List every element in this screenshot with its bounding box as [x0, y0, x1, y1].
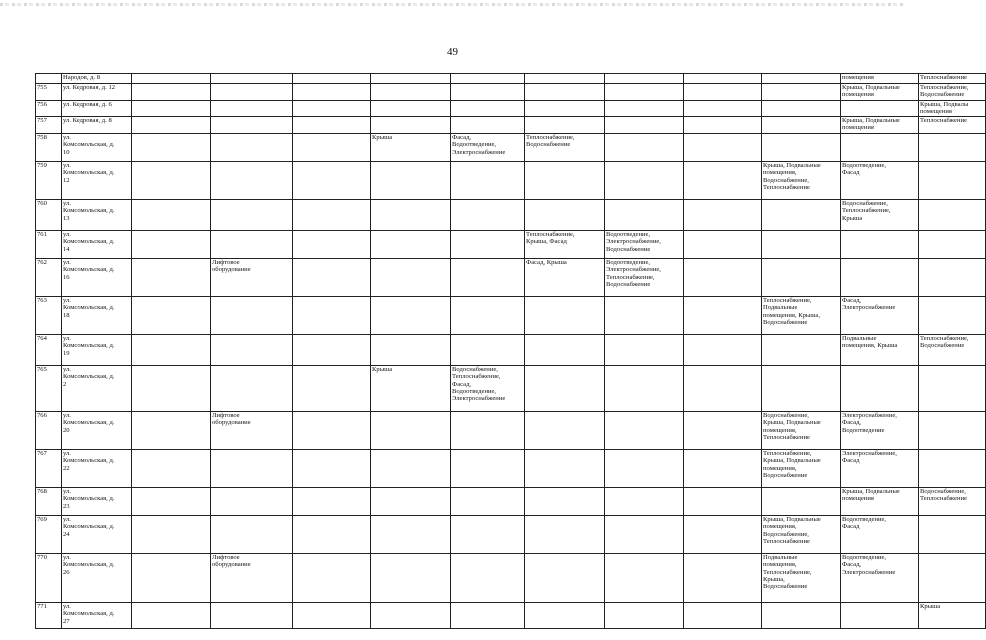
row-address: ул. Комсомольская, д. 19	[62, 334, 132, 365]
row-address: Народов, д. 8	[62, 74, 132, 84]
work-cell	[762, 230, 841, 258]
work-cell	[525, 116, 605, 133]
work-cell	[132, 161, 211, 199]
work-cell	[371, 411, 451, 449]
work-cell	[525, 365, 605, 411]
table-row	[36, 74, 986, 84]
table-row	[36, 411, 986, 449]
work-cell	[762, 602, 841, 628]
table-row	[36, 101, 986, 117]
work-cell	[132, 101, 211, 117]
work-cell	[605, 411, 684, 449]
work-cell	[211, 230, 293, 258]
work-cell	[132, 74, 211, 84]
work-cell	[211, 101, 293, 117]
work-cell	[762, 133, 841, 161]
work-cell	[293, 230, 371, 258]
work-cell	[211, 487, 293, 515]
work-cell	[211, 199, 293, 230]
work-cell	[605, 84, 684, 101]
repair-schedule-table	[35, 73, 986, 629]
work-cell	[451, 258, 525, 296]
row-address: ул. Комсомольская, д. 24	[62, 515, 132, 553]
scan-edge-noise	[0, 3, 905, 6]
work-cell	[525, 101, 605, 117]
work-cell	[919, 449, 986, 487]
work-cell	[211, 161, 293, 199]
work-cell	[919, 411, 986, 449]
work-cell	[762, 116, 841, 133]
row-number: 756	[36, 101, 62, 117]
row-address: ул. Комсомольская, д. 23	[62, 487, 132, 515]
work-cell	[293, 296, 371, 334]
work-cell	[371, 230, 451, 258]
table-row	[36, 133, 986, 161]
work-cell	[451, 487, 525, 515]
work-cell	[605, 515, 684, 553]
work-cell	[605, 101, 684, 117]
work-cell	[525, 553, 605, 602]
work-cell: Подвальные помещения, Теплоснабжение, Крыша, Водоснабжение	[762, 553, 841, 602]
row-address: ул. Кедровая, д. 6	[62, 101, 132, 117]
work-cell: Лифтовое оборудование	[211, 553, 293, 602]
work-cell: Крыша	[919, 602, 986, 628]
work-cell	[919, 133, 986, 161]
work-cell: Крыша, Подвальные помещения, Водоснабжение, Теплоснабжение	[762, 515, 841, 553]
work-cell: Водоснабжение, Теплоснабжение, Фасад, Водоотведение, Электроснабжение	[451, 365, 525, 411]
work-cell	[919, 199, 986, 230]
work-cell	[132, 411, 211, 449]
row-address: ул. Комсомольская, д. 12	[62, 161, 132, 199]
work-cell	[132, 334, 211, 365]
work-cell	[371, 84, 451, 101]
work-cell: Водоотведение, Фасад, Электроснабжение	[841, 553, 919, 602]
work-cell	[293, 161, 371, 199]
work-cell	[919, 365, 986, 411]
row-number: 770	[36, 553, 62, 602]
work-cell	[293, 602, 371, 628]
work-cell: Фасад, Водоотведение, Электроснабжение	[451, 133, 525, 161]
work-cell: Водоснабжение, Теплоснабжение	[919, 487, 986, 515]
work-cell	[293, 365, 371, 411]
row-address: ул. Кедровая, д. 8	[62, 116, 132, 133]
work-cell	[684, 296, 762, 334]
work-cell	[605, 74, 684, 84]
work-cell	[293, 258, 371, 296]
work-cell	[605, 133, 684, 161]
work-cell	[684, 334, 762, 365]
work-cell	[684, 133, 762, 161]
page-number: 49	[447, 46, 458, 58]
row-address: ул. Комсомольская, д. 2	[62, 365, 132, 411]
work-cell	[605, 602, 684, 628]
work-cell: Теплоснабжение, Водоснабжение	[525, 133, 605, 161]
work-cell	[841, 230, 919, 258]
work-cell	[525, 449, 605, 487]
work-cell	[132, 515, 211, 553]
work-cell	[132, 258, 211, 296]
work-cell: Водоотведение, Фасад	[841, 161, 919, 199]
work-cell	[293, 487, 371, 515]
work-cell	[684, 553, 762, 602]
work-cell	[919, 230, 986, 258]
table-row	[36, 602, 986, 628]
work-cell	[919, 515, 986, 553]
work-cell: Водоотведение, Электроснабжение, Теплоснабжение, Водоснабжение	[605, 258, 684, 296]
work-cell	[371, 161, 451, 199]
table-row	[36, 258, 986, 296]
work-cell	[684, 515, 762, 553]
row-number: 766	[36, 411, 62, 449]
work-cell	[132, 230, 211, 258]
work-cell	[684, 101, 762, 117]
work-cell	[451, 84, 525, 101]
work-cell	[841, 133, 919, 161]
work-cell	[451, 199, 525, 230]
table-row	[36, 199, 986, 230]
work-cell	[684, 84, 762, 101]
row-address: ул. Комсомольская, д. 26	[62, 553, 132, 602]
work-cell	[371, 296, 451, 334]
work-cell	[841, 101, 919, 117]
work-cell: Лифтовое оборудование	[211, 258, 293, 296]
work-cell: Теплоснабжение	[919, 74, 986, 84]
work-cell	[451, 602, 525, 628]
work-cell	[371, 74, 451, 84]
work-cell	[371, 602, 451, 628]
work-cell	[293, 74, 371, 84]
row-number	[36, 74, 62, 84]
row-number: 769	[36, 515, 62, 553]
row-number: 757	[36, 116, 62, 133]
table-row	[36, 365, 986, 411]
work-cell: Водоснабжение, Теплоснабжение, Крыша	[841, 199, 919, 230]
work-cell: Водоотведение, Фасад	[841, 515, 919, 553]
work-cell	[211, 449, 293, 487]
work-cell	[451, 230, 525, 258]
work-cell: Подвальные помещения, Крыша	[841, 334, 919, 365]
row-number: 759	[36, 161, 62, 199]
work-cell: Крыша, Подвальные помещения	[841, 116, 919, 133]
work-cell	[451, 74, 525, 84]
work-cell: Крыша, Подвальные помещения	[841, 487, 919, 515]
row-number: 771	[36, 602, 62, 628]
work-cell: Крыша, Подвалы помещения	[919, 101, 986, 117]
work-cell	[841, 258, 919, 296]
table-row	[36, 84, 986, 101]
work-cell: Теплоснабжение, Крыша, Подвальные помещения, Водоснабжение	[762, 449, 841, 487]
work-cell	[762, 74, 841, 84]
table-row	[36, 553, 986, 602]
work-cell	[841, 602, 919, 628]
work-cell	[451, 334, 525, 365]
work-cell	[684, 230, 762, 258]
work-cell	[525, 199, 605, 230]
work-cell	[293, 116, 371, 133]
work-cell	[132, 133, 211, 161]
work-cell	[525, 602, 605, 628]
work-cell	[762, 101, 841, 117]
row-number: 763	[36, 296, 62, 334]
row-number: 768	[36, 487, 62, 515]
row-number: 755	[36, 84, 62, 101]
row-address: ул. Комсомольская, д. 10	[62, 133, 132, 161]
row-address: ул. Комсомольская, д. 20	[62, 411, 132, 449]
table-row	[36, 515, 986, 553]
work-cell: Крыша	[371, 133, 451, 161]
row-address: ул. Комсомольская, д. 16	[62, 258, 132, 296]
work-cell	[605, 199, 684, 230]
row-address: ул. Комсомольская, д. 22	[62, 449, 132, 487]
work-cell	[525, 74, 605, 84]
work-cell	[684, 365, 762, 411]
row-address: ул. Комсомольская, д. 14	[62, 230, 132, 258]
work-cell	[919, 296, 986, 334]
row-number: 760	[36, 199, 62, 230]
work-cell	[211, 116, 293, 133]
work-cell	[451, 515, 525, 553]
work-cell	[371, 116, 451, 133]
work-cell	[371, 487, 451, 515]
work-cell	[451, 101, 525, 117]
work-cell	[132, 602, 211, 628]
work-cell	[605, 365, 684, 411]
work-cell	[451, 411, 525, 449]
work-cell	[371, 449, 451, 487]
work-cell	[293, 84, 371, 101]
work-cell	[762, 365, 841, 411]
work-cell	[525, 296, 605, 334]
work-cell: Лифтовое оборудование	[211, 411, 293, 449]
work-cell: Водоотведение, Электроснабжение, Водоснабжение	[605, 230, 684, 258]
work-cell	[132, 365, 211, 411]
table-row	[36, 230, 986, 258]
work-cell	[451, 116, 525, 133]
work-cell	[525, 411, 605, 449]
work-cell	[525, 487, 605, 515]
row-number: 758	[36, 133, 62, 161]
table-row	[36, 449, 986, 487]
row-number: 765	[36, 365, 62, 411]
work-cell	[293, 553, 371, 602]
work-cell	[525, 161, 605, 199]
work-cell	[919, 258, 986, 296]
work-cell	[684, 74, 762, 84]
work-cell	[605, 296, 684, 334]
work-cell: помещения	[841, 74, 919, 84]
row-number: 764	[36, 334, 62, 365]
work-cell	[211, 602, 293, 628]
work-cell	[132, 296, 211, 334]
work-cell: Фасад, Крыша	[525, 258, 605, 296]
work-cell: Крыша	[371, 365, 451, 411]
row-address: ул. Комсомольская, д. 18	[62, 296, 132, 334]
work-cell: Теплоснабжение	[919, 116, 986, 133]
work-cell	[605, 334, 684, 365]
work-cell	[211, 515, 293, 553]
work-cell: Теплоснабжение, Крыша, Фасад	[525, 230, 605, 258]
work-cell	[762, 334, 841, 365]
work-cell	[605, 161, 684, 199]
work-cell	[762, 199, 841, 230]
work-cell	[684, 449, 762, 487]
work-cell	[684, 602, 762, 628]
work-cell	[371, 553, 451, 602]
work-cell: Теплоснабжение, Подвальные помещения, Крыша, Водоснабжение	[762, 296, 841, 334]
work-cell: Фасад, Электроснабжение	[841, 296, 919, 334]
work-cell	[684, 116, 762, 133]
work-cell	[525, 334, 605, 365]
work-cell	[451, 449, 525, 487]
work-cell	[605, 116, 684, 133]
work-cell	[762, 258, 841, 296]
work-cell	[371, 258, 451, 296]
work-cell: Теплоснабжение, Водоснабжение	[919, 334, 986, 365]
work-cell: Водоснабжение, Крыша, Подвальные помещения, Теплоснабжение	[762, 411, 841, 449]
work-cell	[132, 449, 211, 487]
row-address: ул. Кедровая, д. 12	[62, 84, 132, 101]
work-cell	[211, 296, 293, 334]
work-cell	[211, 133, 293, 161]
table-row	[36, 161, 986, 199]
work-cell	[684, 199, 762, 230]
work-cell	[371, 199, 451, 230]
row-number: 767	[36, 449, 62, 487]
work-cell	[211, 84, 293, 101]
work-cell: Крыша, Подвальные помещения, Водоснабжение, Теплоснабжение	[762, 161, 841, 199]
work-cell	[293, 515, 371, 553]
work-cell	[605, 553, 684, 602]
work-cell	[132, 199, 211, 230]
work-cell	[293, 199, 371, 230]
work-cell	[684, 258, 762, 296]
table-row	[36, 334, 986, 365]
work-cell	[211, 365, 293, 411]
work-cell	[132, 116, 211, 133]
row-address: ул. Комсомольская, д. 27	[62, 602, 132, 628]
work-cell: Теплоснабжение, Водоснабжение	[919, 84, 986, 101]
table-row	[36, 296, 986, 334]
work-cell	[293, 411, 371, 449]
work-cell	[684, 411, 762, 449]
table-row	[36, 116, 986, 133]
row-address: ул. Комсомольская, д. 13	[62, 199, 132, 230]
work-cell	[525, 515, 605, 553]
work-cell	[293, 101, 371, 117]
work-cell	[293, 449, 371, 487]
work-cell	[525, 84, 605, 101]
work-cell	[132, 84, 211, 101]
work-cell	[211, 334, 293, 365]
work-cell	[451, 553, 525, 602]
work-cell	[371, 101, 451, 117]
work-cell	[762, 487, 841, 515]
work-cell	[371, 334, 451, 365]
work-cell	[211, 74, 293, 84]
work-cell: Электроснабжение, Фасад, Водоотведение	[841, 411, 919, 449]
work-cell	[605, 449, 684, 487]
work-cell	[451, 161, 525, 199]
row-number: 761	[36, 230, 62, 258]
work-cell	[762, 84, 841, 101]
work-cell: Электроснабжение, Фасад	[841, 449, 919, 487]
work-cell	[293, 133, 371, 161]
work-cell	[919, 161, 986, 199]
work-cell: Крыша, Подвальные помещения	[841, 84, 919, 101]
work-cell	[605, 487, 684, 515]
work-cell	[451, 296, 525, 334]
table-row	[36, 487, 986, 515]
row-number: 762	[36, 258, 62, 296]
work-cell	[684, 487, 762, 515]
work-cell	[132, 553, 211, 602]
work-cell	[371, 515, 451, 553]
work-cell	[293, 334, 371, 365]
work-cell	[684, 161, 762, 199]
work-cell	[132, 487, 211, 515]
work-cell	[919, 553, 986, 602]
work-cell	[841, 365, 919, 411]
